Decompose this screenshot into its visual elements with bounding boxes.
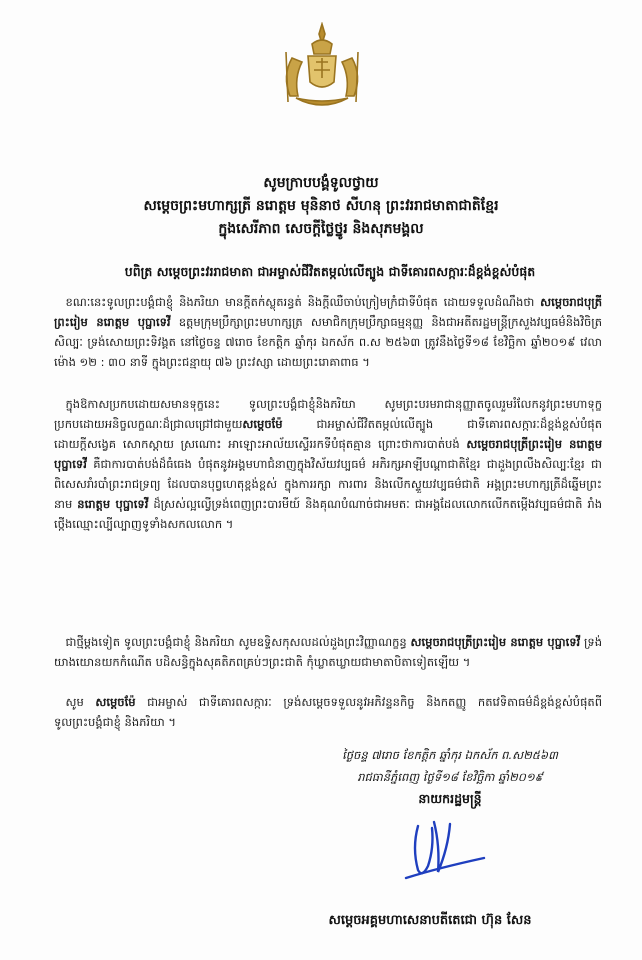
princess-name: សម្តេចរាជបុត្រីព្រះរៀម នរោត្តម បុប្ផាទេវី xyxy=(410,635,581,649)
letter-subject: បពិត្រ សម្តេចព្រះវររាជមាតា ជាអម្ចាស់ជីវិតតម្កល់លើត្បូង ជាទីគោរពសក្ការៈដ៏ខ្ពង់ខ្ពស់បំផុត xyxy=(124,264,536,279)
princess-name: សម្តេចរាជបុត្រីព្រះរៀម នរោត្តម បុប្ផាទេវី xyxy=(54,295,602,329)
royal-coat-of-arms-icon xyxy=(272,22,372,110)
paragraph-2-text-cont: គឺជាការបាត់បង់ដ៏ធំធេង បំផុតនូវអង្គមហាជំនាញក្នុងវិស័យវប្បធម៌ អភិរក្សអាឡីបណ្តាជាតិខ្មែរ ជាដួងព្រលឹងសិល្បៈខ្មែរ ជាពិសេសរាំរបាំព្រះរាជទ្រព្យ ដែលបានបុព្វហេតុខ្ពង់ខ្ពស់ ក្នុងការរក្សា ការពារ និងលើកស្ទួយវប្បធម៌ជាតិ អង្គព្រះមហាក្សត្រីដ៏ឆ្នើមព្រះនាម xyxy=(54,457,602,511)
signer-name: សម្តេចអគ្គមហាសេនាបតីតេជោ ហ៊ុន សែន xyxy=(328,913,532,928)
paragraph-2-text-cont: ជាអម្ចាស់ជីវិតតម្កល់លើត្បូង ជាទីគោរពសក្ការៈដ៏ខ្ពង់ខ្ពស់បំផុត ដោយក្តីសង្វេគ សោកស្តាយ ស្រណោះ អាឡោះអាល័យស្ទើររកទីបំផុតគ្មាន ព្រោះថាការបាត់បង់ xyxy=(54,417,602,451)
queen-mother-title: សម្តេចម៉ែ xyxy=(242,417,283,431)
paragraph-4-text: សូម xyxy=(65,695,96,709)
paragraph-1-text: ខណៈនេះទូលព្រះបង្គំជាខ្ញុំ និងភរិយា មានក្តីតក់ស្លុតរន្ធត់ និងក្តីឈឺចាប់ក្រៀមក្រំជាទីបំផុត ដោយទទួលដំណឹងថា xyxy=(65,295,541,309)
place-and-date: រាជធានីភ្នំពេញ ថ្ងៃទី១៨ ខែវិច្ឆិកា ឆ្នាំ២០១៩ xyxy=(357,770,543,784)
paragraph-3-text: ជាថ្មីម្តងទៀត ទូលព្រះបង្គំជាខ្ញុំ និងភរិយា សូមឧទ្ទិសកុសលដល់ដួងព្រះវិញ្ញាណក្ខន្ធ xyxy=(65,635,411,649)
princess-name: នរោត្តម បុប្ផាទេវី xyxy=(77,497,149,511)
addressee-title: សម្តេចព្រះមហាក្សត្រី នរោត្តម មុនិនាថ សីហនុ ព្រះវររាជមាតាជាតិខ្មែរ xyxy=(143,198,499,214)
paragraph-4 xyxy=(54,692,602,732)
paragraph-3 xyxy=(54,632,602,672)
queen-mother-title: សម្តេចម៉ែ xyxy=(95,695,136,709)
paragraph-4-text-cont: ជាអម្ចាស់ ជាទីគោរពសក្ការៈ ទ្រង់សម្តេចទទួលនូវអភិវន្ទនកិច្ច និងកតញ្ញូ កតវេទិតាធម៌ដ៏ខ្ពង់ខ្ពស់បំផុតពីទូលព្រះបង្គំជាខ្ញុំ និងភរិយា ។ xyxy=(54,695,603,729)
paragraph-2-text-end: ដ៏ស្រស់ល្អល្វើទ្រង់ពេញព្រះបារមីយ៍ និងគុណបំណាច់ជាអមតៈ ជាអង្គដែលលោកលើកតម្កើងវប្បធម៌ជាតិ រាំងថ្កើងឈ្មោះល្បីល្បាញទូទាំងសកលលោក ។ xyxy=(54,497,603,531)
paragraph-1-text-cont: ឧត្តមក្រុមប្រឹក្សាព្រះមហាក្សត្រ សមាជិកក្រុមប្រឹក្សាធម្មនុញ្ញ និងជាអតីតរដ្ឋមន្ត្រីក្រសួងវប្បធម៌និងវិចិត្រសិល្បៈ ទ្រង់សោយព្រះទិវង្គត នៅថ្ងៃចន្ទ ៧រោច ខែកត្តិក ឆ្នាំកុរ ឯកស័ក ព.ស ២៥៦៣ ត្រូវនឹងថ្ងៃទី១៨ ខែវិច្ឆិកា ឆ្នាំ២០១៩ វេលាម៉ោង ១២ : ៣០ នាទី ក្នុងព្រះជន្មាយុ ៧៦ ព្រះវស្សា ដោយព្រះរោគាពាធ ។ xyxy=(54,315,602,369)
signer-role: នាយករដ្ឋមន្ត្រី xyxy=(418,791,482,806)
salutation-line: សូមក្រាបបង្គំទូលថ្វាយ xyxy=(263,175,379,191)
paragraph-2-text: ក្នុងឱកាសប្រកបដោយសមានទុក្ខនេះ ទូលព្រះបង្គំជាខ្ញុំនិងភរិយា សូមព្រះបរមរាជានុញ្ញាតចូលរួមរំលែកនូវព្រះមហាទុក្ខ ប្រកបដោយអនិច្ចលក្ខណៈដ៏ជ្រាលជ្រៅជាមួយ xyxy=(54,397,602,431)
signature-icon xyxy=(388,808,498,888)
lunar-date: ថ្ងៃចន្ទ ៧រោច ខែកត្តិក ឆ្នាំកុរ ឯកស័ក ព.ស២៥៦៣ xyxy=(342,748,558,762)
paragraph-3-text-cont: ទ្រង់យាងយោនយកកំណើត បដិសន្ធិក្នុងសុគតិភពគ្រប់ៗព្រះជាតិ កុំឃ្លាតឃ្លាយជាមាតាបិតាទៀតឡើយ ។ xyxy=(54,635,602,669)
paragraph-2 xyxy=(54,394,602,534)
princess-name: សម្តេចរាជបុត្រីព្រះរៀម នរោត្តម បុប្ផាទេវី xyxy=(54,437,602,471)
greeting-blessing: ក្នុងសេរីភាព សេចក្តីថ្លៃថ្នូរ និងសុភមង្គល xyxy=(218,221,424,237)
paragraph-1 xyxy=(54,292,602,372)
